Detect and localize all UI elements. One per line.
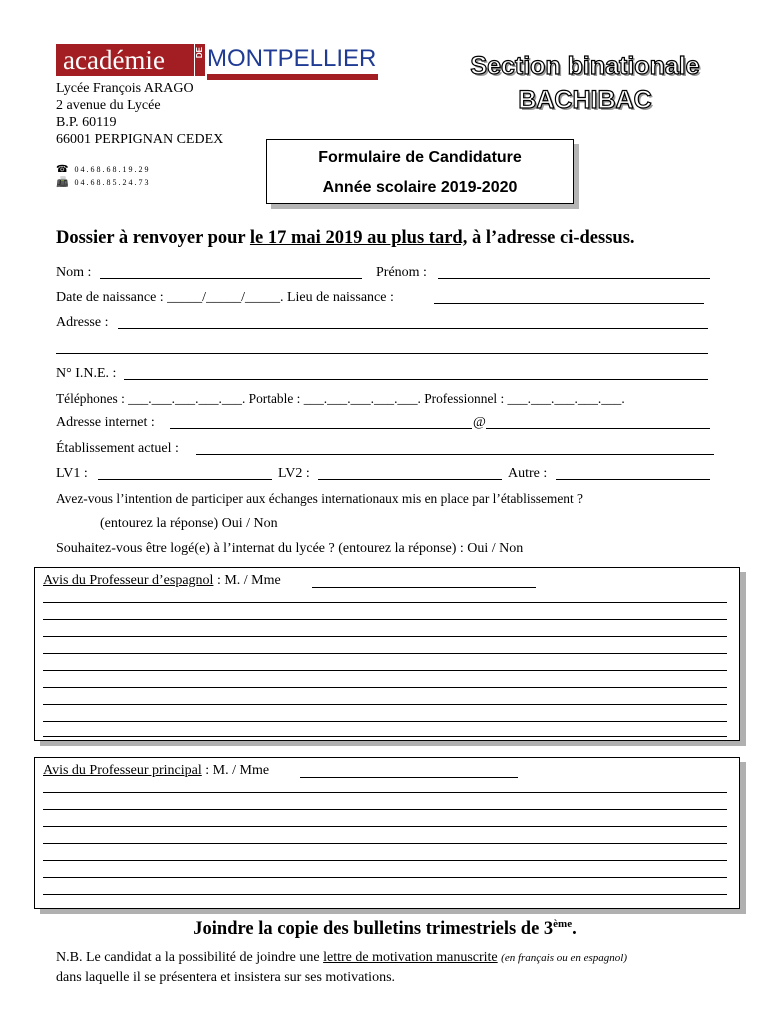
adresse-internet-label: Adresse internet : (56, 415, 155, 430)
lv1-label: LV1 : (56, 466, 88, 481)
date-naissance-label: Date de naissance : _____/_____/_____. Lieu de naissance : (56, 290, 394, 305)
echanges-answer[interactable]: (entourez la réponse) Oui / Non (100, 516, 278, 531)
school-year: Année scolaire 2019-2020 (322, 179, 518, 196)
lv1-field[interactable] (98, 466, 272, 480)
avis-principal-name-field[interactable] (300, 764, 518, 778)
academie-logo (56, 44, 378, 84)
comment-line[interactable] (43, 826, 727, 827)
avis-espagnol-box (34, 567, 740, 741)
internat-question[interactable]: Souhaitez-vous être logé(e) à l’internat du lycée ? (entourez la réponse) : Oui / Non (56, 541, 524, 556)
comment-line[interactable] (43, 877, 727, 878)
comment-line[interactable] (43, 619, 727, 620)
nom-row (56, 264, 91, 282)
lv2-label: LV2 : (278, 466, 310, 481)
comment-line[interactable] (43, 736, 727, 737)
avis-principal-label: Avis du Professeur principal : M. / Mme (43, 763, 270, 778)
section-title (420, 50, 750, 116)
form-title-box (266, 139, 574, 204)
avis-espagnol-name-field[interactable] (312, 574, 536, 588)
etablissement-field[interactable] (196, 441, 714, 455)
autre-label: Autre : (508, 466, 548, 481)
autre-field[interactable] (556, 466, 710, 480)
logo-bar (207, 74, 378, 80)
ine-field[interactable] (124, 366, 708, 380)
comment-line[interactable] (43, 860, 727, 861)
prenom-field[interactable] (438, 265, 710, 279)
adresse-field-line2[interactable] (56, 340, 708, 354)
prenom-label: Prénom : (376, 265, 427, 280)
address-line: 66001 PERPIGNAN CEDEX (56, 132, 224, 147)
logo-de-text: DE (195, 44, 205, 76)
form-title: Formulaire de Candidature (318, 149, 522, 166)
avis-espagnol-label: Avis du Professeur d’espagnol : M. / Mme (43, 573, 281, 588)
comment-line[interactable] (43, 687, 727, 688)
address-line: 2 avenue du Lycée (56, 98, 161, 113)
lv2-field[interactable] (318, 466, 502, 480)
adresse-field[interactable] (118, 315, 708, 329)
comment-line[interactable] (43, 792, 727, 793)
deadline-instruction: Dossier à renvoyer pour le 17 mai 2019 au plus tard, à l’adresse ci-dessus. (56, 228, 635, 248)
telephone-number: 04.68.68.19.29 (74, 165, 151, 174)
comment-line[interactable] (43, 894, 727, 895)
phone-block (56, 163, 150, 189)
title-line-2: BACHIBAC (518, 86, 652, 114)
ine-label: N° I.N.E. : (56, 366, 117, 381)
fax-number: 04.68.85.24.73 (74, 178, 151, 187)
comment-line[interactable] (43, 809, 727, 810)
lieu-naissance-field[interactable] (434, 290, 704, 304)
comment-line[interactable] (43, 670, 727, 671)
nb-note: N.B. Le candidat a la possibilité de joindre une lettre de motivation manuscrite (en français ou en espagnol) dans laquelle il se présentera et insistera sur ses motivations. (56, 950, 628, 985)
logo-academie-text: académie (56, 44, 194, 76)
at-sign: @ (473, 415, 486, 430)
fax-icon: 📠 (56, 177, 71, 188)
comment-line[interactable] (43, 721, 727, 722)
motivation-letter-text: lettre de motivation manuscrite (323, 950, 498, 965)
school-address (56, 80, 223, 148)
deadline-date: le 17 mai 2019 au plus tard, (249, 228, 468, 248)
email-domain-field[interactable] (486, 415, 710, 429)
address-line: B.P. 60119 (56, 115, 117, 130)
bulletins-instruction: Joindre la copie des bulletins trimestriels de 3ème. (193, 918, 577, 940)
telephones-row: Téléphones : ___.___.___.___.___. Portable : ___.___.___.___.___. Professionnel : ___.___.___.___.___. (56, 391, 625, 406)
logo-montpellier-text: MONTPELLIER (207, 45, 377, 72)
nom-label: Nom : (56, 265, 92, 280)
etablissement-label: Établissement actuel : (56, 441, 179, 456)
comment-line[interactable] (43, 653, 727, 654)
comment-line[interactable] (43, 704, 727, 705)
comment-line[interactable] (43, 602, 727, 603)
avis-principal-box (34, 757, 740, 909)
adresse-label: Adresse : (56, 315, 109, 330)
address-line: Lycée François ARAGO (56, 81, 194, 96)
comment-line[interactable] (43, 636, 727, 637)
telephone-icon: ☎ (56, 164, 71, 175)
title-line-1: Section binationale (470, 52, 700, 80)
nom-field[interactable] (100, 265, 362, 279)
echanges-question: Avez-vous l’intention de participer aux échanges internationaux mis en place par l’établissement ? (56, 491, 583, 506)
email-user-field[interactable] (170, 415, 472, 429)
comment-line[interactable] (43, 843, 727, 844)
